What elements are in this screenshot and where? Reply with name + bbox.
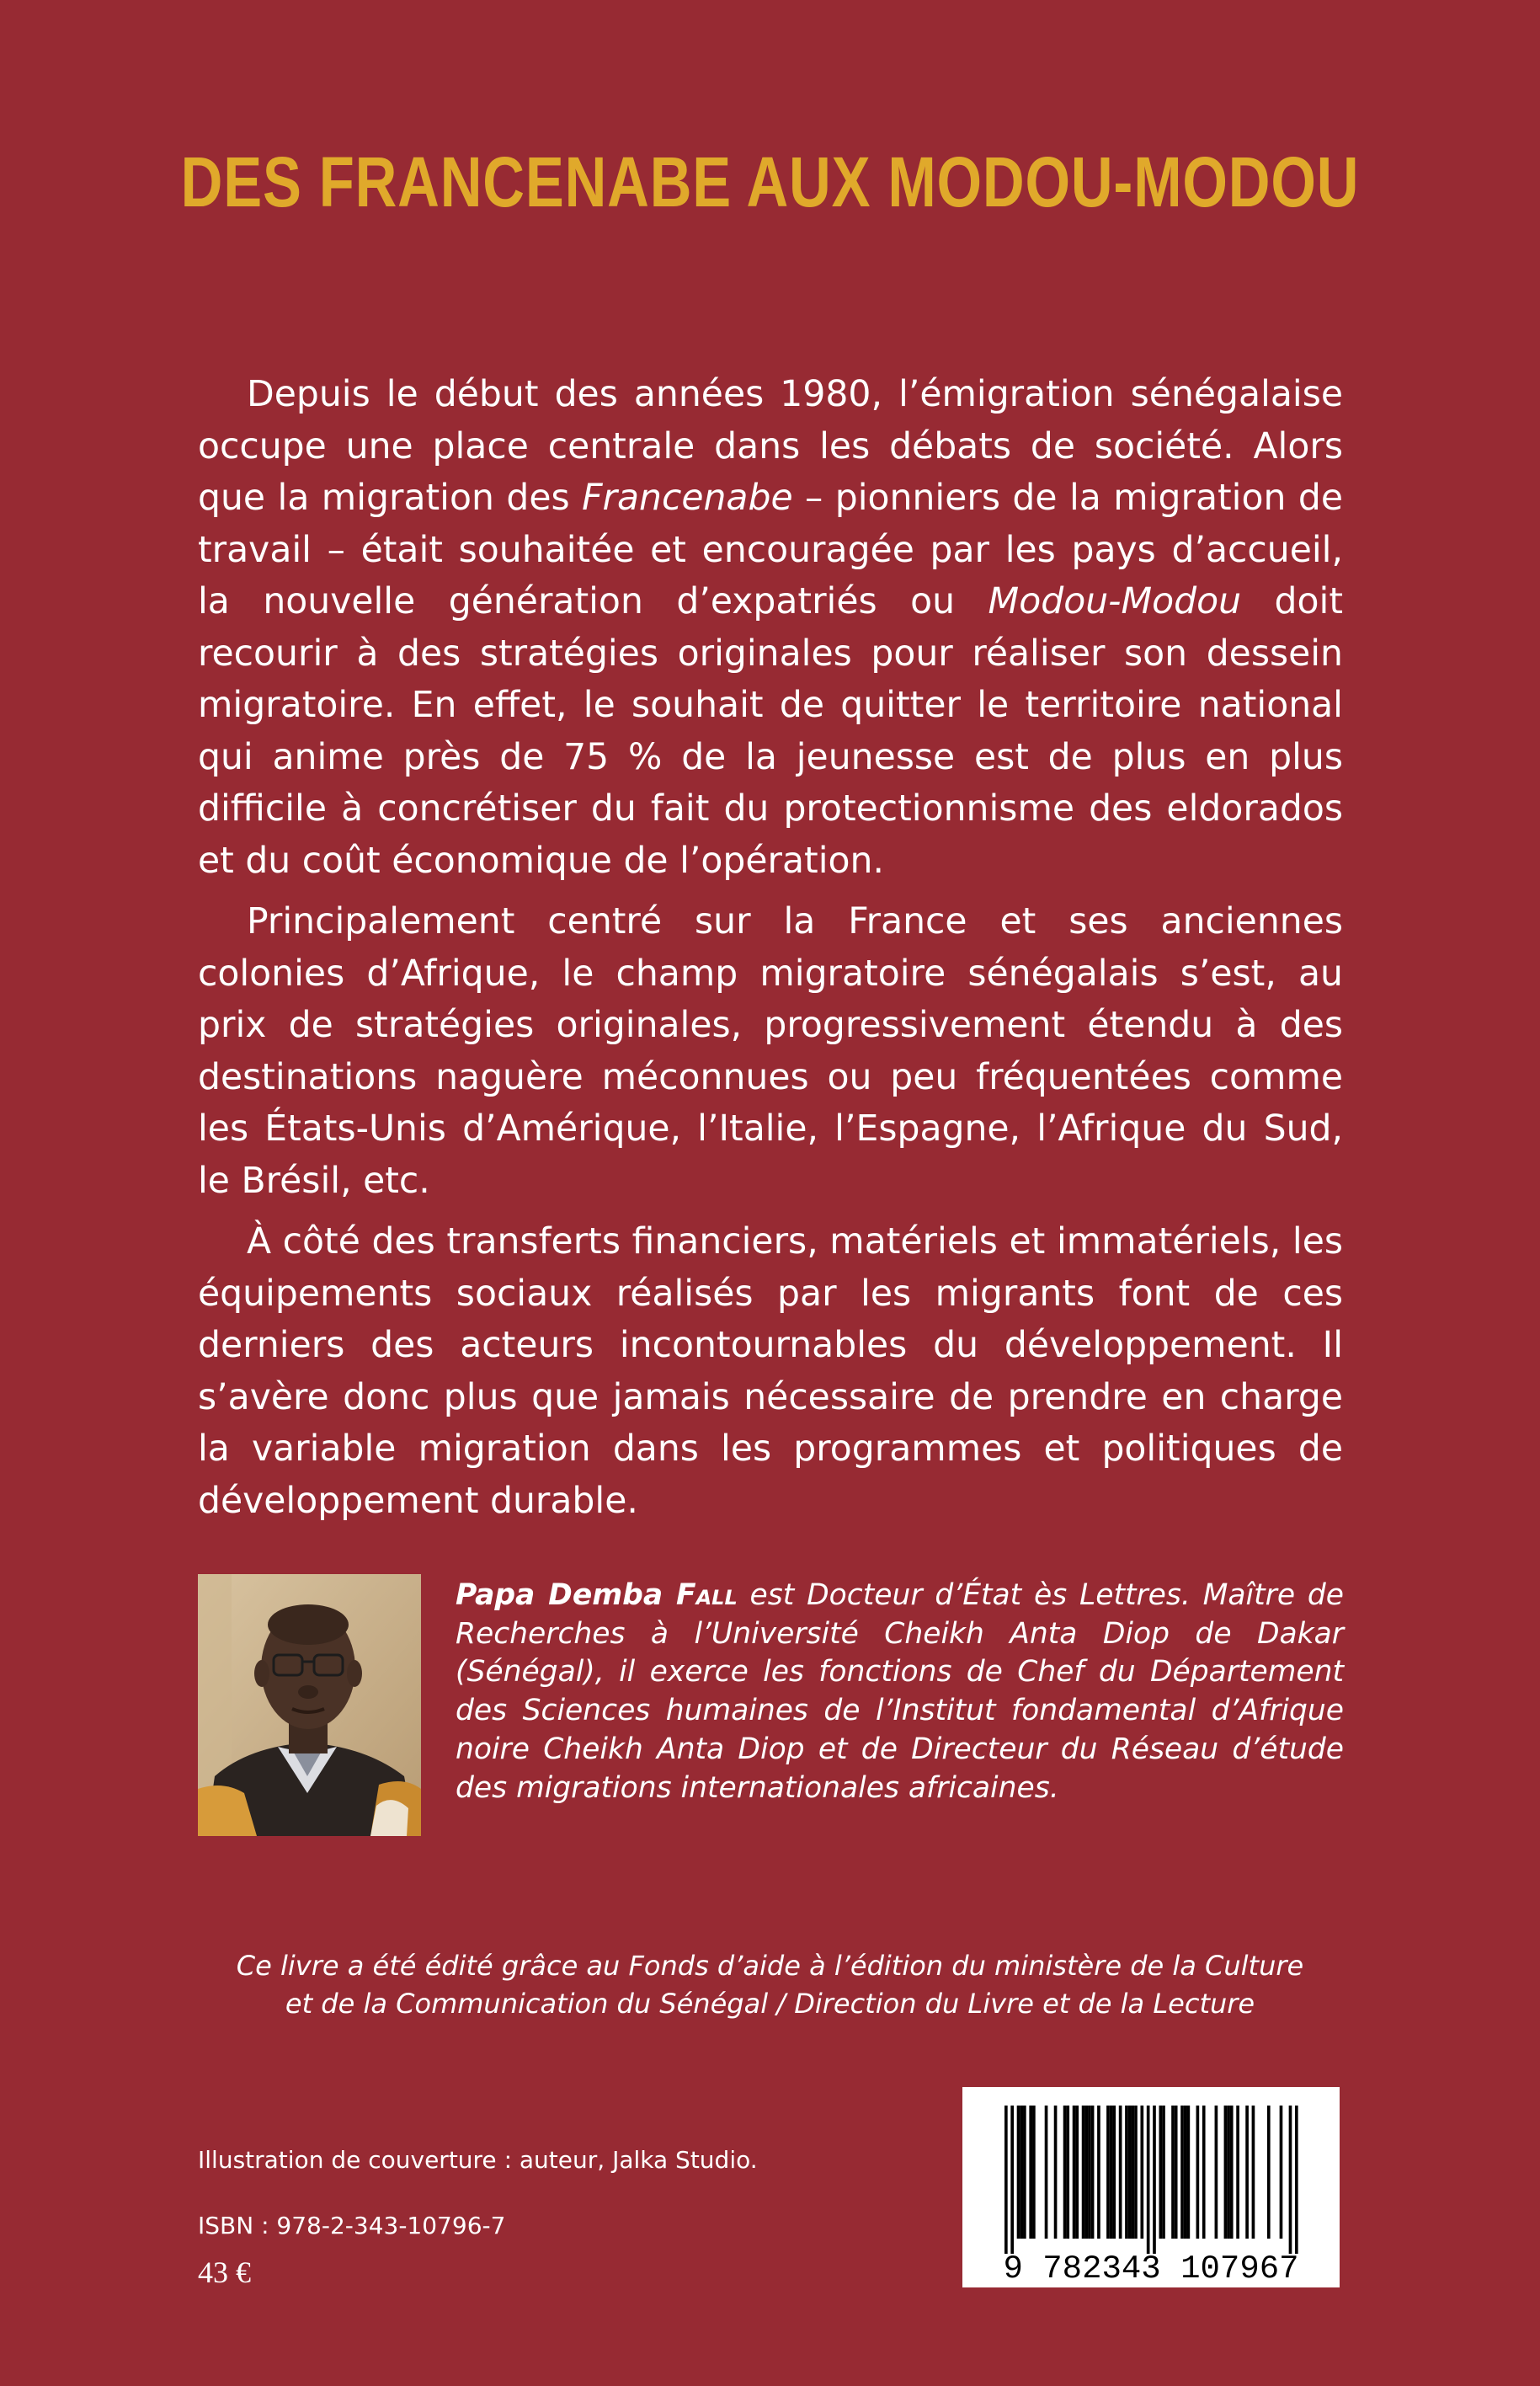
barcode-bar [1032, 2106, 1036, 2239]
barcode-bar [1175, 2106, 1178, 2239]
barcode-bar [1224, 2106, 1228, 2239]
summary-paragraph-3: À côté des transferts financiers, matériels et immatériels, les équipements sociaux réalisés par les migrants font de ces derniers des acteurs incontournables du développement. Il s’avère donc plus que jamais nécessaire de prendre en charge la variable migration dans les programmes et politiques de développement durable. [198, 1221, 1343, 1522]
barcode [962, 2087, 1340, 2287]
barcode-bar [1187, 2106, 1191, 2239]
barcode-bar [1180, 2106, 1184, 2239]
barcode-bar [1215, 2106, 1218, 2239]
barcode-bar [1131, 2106, 1134, 2239]
barcode-bar [1097, 2106, 1100, 2239]
barcode-bar [1091, 2106, 1095, 2239]
barcode-bar [1045, 2106, 1048, 2239]
barcode-digits: 9 782343 107967 [1003, 2250, 1299, 2287]
barcode-bar [1112, 2106, 1116, 2239]
barcode-bar [1004, 2106, 1008, 2254]
barcode-bar [1106, 2106, 1110, 2239]
barcode-bar [1252, 2106, 1255, 2239]
barcode-bar [1196, 2106, 1200, 2239]
barcode-bar [1267, 2106, 1271, 2239]
barcode-bar [1023, 2106, 1026, 2239]
barcode-bar [1054, 2106, 1058, 2239]
barcode-bar [1230, 2106, 1234, 2239]
author-portrait-image [198, 1574, 421, 1836]
barcode-bar [1184, 2106, 1187, 2239]
barcode-bar [1128, 2106, 1132, 2239]
author-photo [198, 1574, 421, 1836]
summary-text [198, 369, 1343, 1536]
barcode-bar [1295, 2106, 1298, 2254]
price: 43 € [198, 2255, 251, 2289]
barcode-bar [1134, 2106, 1138, 2239]
barcode-bar [1110, 2106, 1113, 2239]
isbn: ISBN : 978-2-343-10796-7 [198, 2212, 506, 2239]
barcode-bar [1063, 2106, 1067, 2239]
barcode-bar [1153, 2106, 1156, 2254]
illustration-credit: Illustration de couverture : auteur, Jalka Studio. [198, 2146, 758, 2174]
author-name: Papa Demba Fall [456, 1578, 738, 1612]
book-title: DES FRANCENABE AUX MODOU-MODOU [180, 142, 1360, 222]
barcode-bar [1020, 2106, 1023, 2239]
barcode-bar [1140, 2106, 1143, 2239]
barcode-bar [1289, 2106, 1292, 2254]
barcode-bar [1147, 2106, 1150, 2254]
barcode-image [962, 2087, 1340, 2287]
barcode-bar [1082, 2106, 1085, 2239]
barcode-bar [1202, 2106, 1206, 2239]
barcode-bar [1227, 2106, 1230, 2239]
publication-credit: Ce livre a été édité grâce au Fonds d’aide à l’édition du ministère de la Culture et de la Communication du Sénégal / Direction du Livre et de la Lecture [236, 1950, 1304, 2020]
barcode-bar [1084, 2106, 1088, 2239]
barcode-bar [1280, 2106, 1283, 2239]
barcode-bar [1125, 2106, 1128, 2239]
barcode-bar [1119, 2106, 1122, 2239]
barcode-bar [1162, 2106, 1165, 2239]
barcode-bar [1066, 2106, 1069, 2239]
barcode-bar [1073, 2106, 1076, 2239]
summary-paragraph-1: Depuis le début des années 1980, l’émigration sénégalaise occupe une place centrale dans les débats de société. Alors que la migration des Francenabe – pionniers de la migration de travail – était souhaitée et encouragée par les pays d’accueil, la nouvelle génération d’expatriés ou Modou-Modou doit recourir à des stratégies originales pour réaliser son dessein migratoire. En effet, le souhait de quitter le territoire national qui anime près de 75 % de la jeunesse est de plus en plus difficile à concrétiser du fait du protectionnisme des eldorados et du coût économique de l’opération. [198, 374, 1343, 882]
author-bio: Papa Demba Fall est Docteur d’État ès Lettres. Maître de Recherches à l’Université Cheikh Anta Diop de Dakar (Sénégal), il exerce les fonctions de Chef du Département des Sciences humaines de l’Institut fondamental d’Afrique noire Cheikh Anta Diop et de Directeur du Réseau d’étude des migrations internationales africaines. [456, 1578, 1345, 1805]
barcode-bar [1236, 2106, 1239, 2239]
summary-paragraph-2: Principalement centré sur la France et ses anciennes colonies d’Afrique, le champ migratoire sénégalais s’est, au prix de stratégies originales, progressivement étendu à des destinations naguère méconnues ou peu fréquentées comme les États-Unis d’Amérique, l’Italie, l’Espagne, l’Afrique du Sud, le Brésil, etc. [198, 901, 1343, 1202]
barcode-bar [1171, 2106, 1175, 2239]
barcode-bar [1245, 2106, 1249, 2239]
barcode-bar [1159, 2106, 1163, 2239]
barcode-bar [1010, 2106, 1014, 2254]
barcode-bar [1017, 2106, 1020, 2239]
barcode-bar [1088, 2106, 1091, 2239]
barcode-bar [1075, 2106, 1079, 2239]
barcode-bar [1029, 2106, 1032, 2239]
